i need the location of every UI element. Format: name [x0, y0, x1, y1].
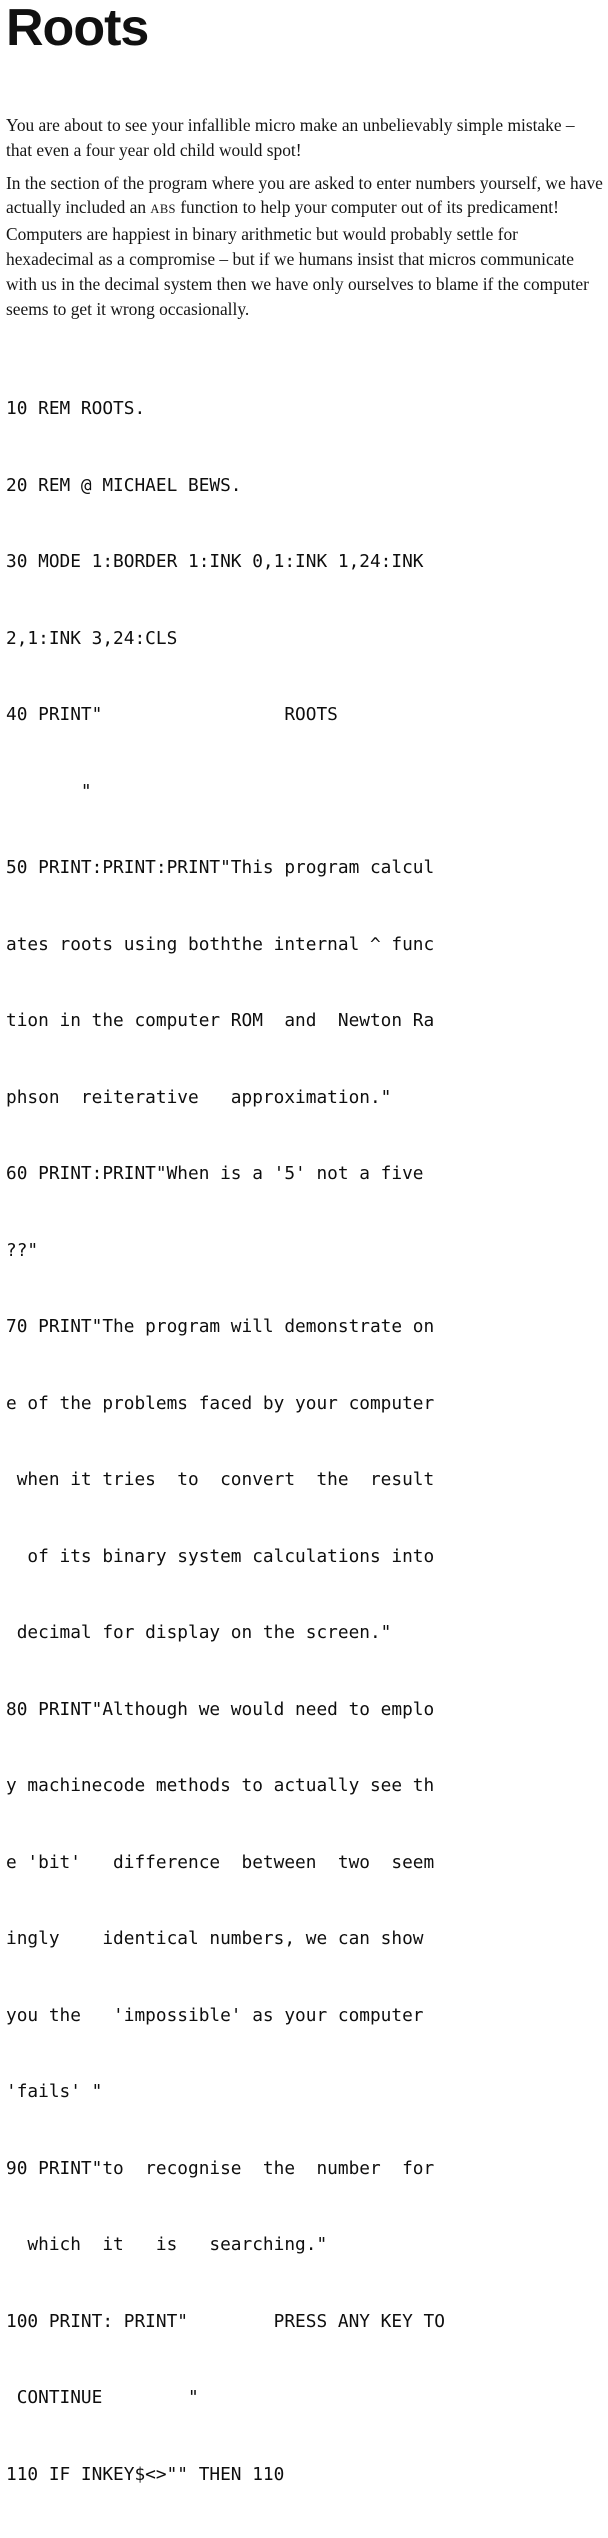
code-line: ates roots using boththe internal ^ func	[6, 933, 435, 955]
code-line: ??"	[6, 1239, 39, 1261]
code-line: e 'bit' difference between two seem	[6, 1851, 435, 1873]
abs-keyword: ABS	[150, 202, 176, 217]
code-line: 30 MODE 1:BORDER 1:INK 0,1:INK 1,24:INK	[6, 551, 424, 573]
code-line: 2,1:INK 3,24:CLS	[6, 627, 178, 649]
code-line: tion in the computer ROM and Newton Ra	[6, 1010, 435, 1032]
code-line: 60 PRINT:PRINT"When is a '5' not a five	[6, 1163, 424, 1185]
code-line: 100 PRINT: PRINT" PRESS ANY KEY TO	[6, 2310, 445, 2332]
code-line: you the 'impossible' as your computer	[6, 2004, 424, 2026]
code-line: of its binary system calculations into	[6, 1545, 435, 1567]
program-listing	[6, 345, 604, 2538]
code-line: when it tries to convert the result	[6, 1469, 435, 1491]
code-line: ingly identical numbers, we can show	[6, 1928, 424, 1950]
intro-paragraph	[6, 171, 604, 322]
paragraph-text: function to help your computer out of its predicament! Computers are happiest in binary arithmetic but would probably settle for hexadecimal as a compromise – but if we humans insist that micros communicate with us in the decimal system then we have only ourselves to blame if the computer seems to get it wrong occasionally.	[6, 197, 589, 319]
code-line: 90 PRINT"to recognise the number for	[6, 2157, 435, 2179]
code-line: phson reiterative approximation."	[6, 1086, 392, 1108]
code-line: 'fails' "	[6, 2081, 103, 2103]
code-line: 50 PRINT:PRINT:PRINT"This program calcul	[6, 857, 435, 879]
code-line: e of the problems faced by your computer	[6, 1392, 435, 1414]
code-line: which it is searching."	[6, 2234, 328, 2256]
paragraph-text: In the section of the program where you are asked to enter numbers yourself, we have actually included an	[6, 172, 603, 218]
code-line: 40 PRINT" ROOTS	[6, 704, 338, 726]
code-line: 70 PRINT"The program will demonstrate on	[6, 1316, 435, 1338]
intro-paragraph: You are about to see your infallible micro make an unbelievably simple mistake – that even a four year old child would spot!	[6, 115, 575, 160]
code-line: "	[6, 780, 92, 802]
code-line: y machinecode methods to actually see th	[6, 1775, 435, 1797]
code-line: CONTINUE "	[6, 2387, 199, 2409]
code-line: 110 IF INKEY$<>"" THEN 110	[6, 2463, 285, 2485]
code-line: decimal for display on the screen."	[6, 1622, 392, 1644]
intro-text	[6, 113, 604, 321]
code-line: 80 PRINT"Although we would need to emplo	[6, 1698, 435, 1720]
code-line: 20 REM @ MICHAEL BEWS.	[6, 474, 242, 496]
code-line: 10 REM ROOTS.	[6, 398, 146, 420]
page-title: Roots	[6, 0, 149, 57]
